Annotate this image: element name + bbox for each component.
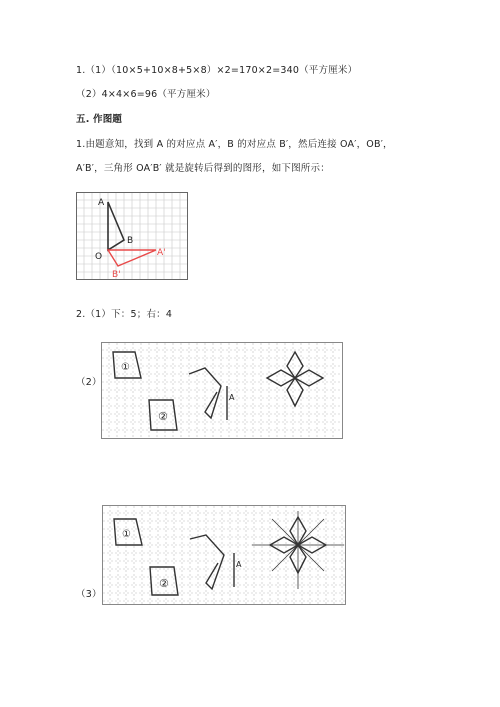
q1-explanation-line1: 1.由题意知，找到 A 的对应点 A′，B 的对应点 B′，然后连接 OA′，OB′， (76, 139, 393, 150)
answer-q1-line1: 1.（1）（10×5+10×8+5×8）×2=170×2=340（平方厘米） (76, 65, 358, 76)
answer-q1-line2: （2）4×4×6=96（平方厘米） (76, 89, 216, 100)
shape-one-label: ① (121, 362, 130, 373)
shape-two-label: ② (158, 410, 168, 423)
shape-two-label: ② (159, 577, 169, 590)
q1-explanation-line2: A′B′，三角形 OA′B′ 就是旋转后得到的图形，如下图所示： (76, 163, 330, 174)
q2-part3-label: （3） (76, 589, 102, 600)
label-b-prime: B' (112, 270, 121, 280)
label-a: A (98, 198, 105, 208)
label-a-prime: A' (157, 248, 166, 258)
label-o: O (95, 252, 103, 262)
pointer-label: A (236, 560, 242, 569)
q2-part2-label: （2） (76, 377, 102, 388)
translation-figure-2 (101, 342, 343, 439)
label-b: B (127, 236, 134, 246)
pointer-label: A (229, 393, 235, 402)
shape-one-label: ① (122, 529, 131, 540)
q2-answer-line: 2.（1）下：5；右：4 (76, 309, 173, 320)
translation-figure-3 (102, 505, 346, 605)
section-heading: 五. 作图题 (76, 114, 123, 125)
rotation-figure (76, 192, 188, 280)
